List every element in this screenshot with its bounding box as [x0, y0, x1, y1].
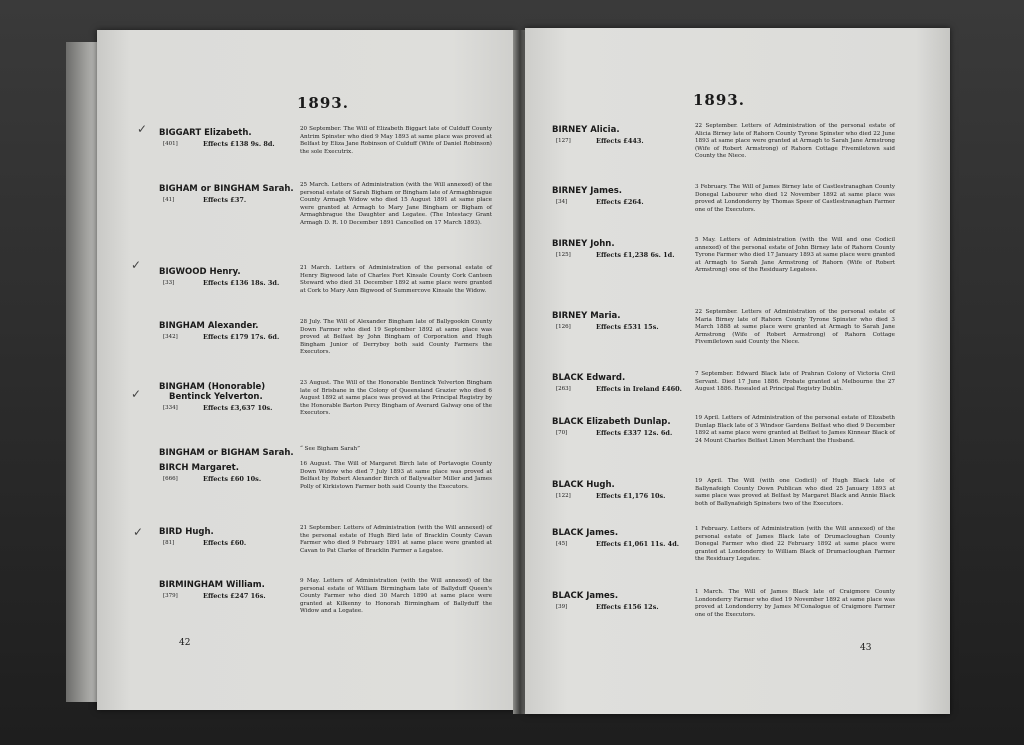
entry-text: 1 February. Letters of Administration (with the Will annexed) of the personal estate of James Black late of Drumacloughan County Donegal Farmer who died 22 February 1892 at same place were granted at Londonderry to William Black of Drumacloughan Farmer the Residuary Legatee. — [695, 526, 895, 562]
entry-ref-number: [39] — [556, 604, 568, 610]
entry-name: BLACK James. — [552, 528, 619, 538]
entry-name: BLACK Hugh. — [552, 480, 615, 490]
entry-text: 28 July. The Will of Alexander Bingham late of Ballygookin County Down Farmer who died 19 September 1892 at same place was proved at Belfast by John Bingham of Corporation and Hugh Bingham Junior of Derryboy both said County Farmers the Executors. — [300, 319, 492, 355]
entry-effects: Effects £60. — [203, 539, 247, 547]
entry-name: BLACK Elizabeth Dunlap. — [552, 417, 671, 427]
entry-text: 5 May. Letters of Administration (with the Will and one Codicil annexed) of the personal estate of John Birney late of Rahorn County Tyrone Farmer who died 17 January 1893 at same place were granted at Armagh to Sarah Jane Armstrong of Rahorn (Wife of Robert Armstrong) one of the Residuary Legatees. — [695, 237, 895, 273]
entry-text: 25 March. Letters of Administration (with the Will annexed) of the personal estate of Sarah Bigham or Bingham late of Armaghbrague County Armagh Widow who died 15 August 1891 at same place were granted at Armagh to Mary Jane Bingham or Bigham of Armaghbrague the Daughter and Legatee. (The Intestacy Grant Armagh D. R. 10 December 1891 Cancelled on 17 March 1893). — [300, 182, 492, 226]
entry-name: BINGHAM Alexander. — [159, 321, 259, 331]
entry-ref-number: [379] — [163, 593, 178, 599]
entry-effects: Effects £156 12s. — [596, 603, 659, 611]
entry-ref-number: [34] — [556, 199, 568, 205]
entry-name: BIRNEY James. — [552, 186, 623, 196]
entry-name: BIGHAM or BINGHAM Sarah. — [159, 184, 294, 194]
entry-name: BLACK Edward. — [552, 373, 626, 383]
entry-text: 3 February. The Will of James Birney late of Castlestranaghan County Donegal Labourer who died 12 November 1892 at same place was proved at Londonderry by Thomas Speer of Castlestranaghan Farmer one of the Executors. — [695, 184, 895, 213]
book-edge — [66, 42, 98, 702]
entry-ref-number: [401] — [163, 141, 178, 147]
entry-effects: Effects £337 12s. 6d. — [596, 429, 673, 437]
right-page — [525, 28, 950, 714]
entry-name: BIRCH Margaret. — [159, 463, 239, 473]
entry-text: 21 March. Letters of Administration of the personal estate of Henry Bigwood late of Charles Fort Kinsale County Cork Canteen Steward who died 31 December 1892 at same place were granted at Cork to Mary Ann Bigwood of Summercove Kinsale the Widow. — [300, 265, 492, 294]
left-year: 1893. — [297, 94, 349, 112]
entry-effects: Effects £3,637 10s. — [203, 404, 273, 412]
entry-effects: Effects £1,061 11s. 4d. — [596, 540, 680, 548]
entry-effects: Effects £1,238 6s. 1d. — [596, 251, 675, 259]
entry-text: 1 March. The Will of James Black late of Craigmore County Londonderry Farmer who died 19 November 1892 at same place was proved at Londonderry by James M'Conalogue of Craigmore Farmer one of the Executors. — [695, 589, 895, 618]
entry-text: 20 September. The Will of Elizabeth Biggart late of Culduff County Antrim Spinster who died 9 May 1893 at same place was proved at Belfast by Eliza Jane Robinson of Culduff (Wife of Daniel Robinson) the sole Executrix. — [300, 126, 492, 155]
entry-text: 19 April. The Will (with one Codicil) of Hugh Black late of Ballynafeigh County Down Publican who died 25 January 1893 at same place was proved at Belfast by Margaret Black and Annie Black both of Ballynafeigh Spinsters two of the Executors. — [695, 478, 895, 507]
entry-ref-number: [126] — [556, 324, 571, 330]
entry-effects: Effects £443. — [596, 137, 644, 145]
entry-ref-number: [666] — [163, 476, 178, 482]
entry-ref-number: [334] — [163, 405, 178, 411]
entry-text: 16 August. The Will of Margaret Birch late of Portavogie County Down Widow who died 7 July 1893 at same place was proved at Belfast by Robert Alexander Birch of Ballywalter Miller and James Polly of Kirkistown Farmer both said County the Executors. — [300, 461, 492, 490]
left-page — [97, 30, 515, 710]
entry-effects: Effects £1,176 10s. — [596, 492, 666, 500]
entry-name: BIRD Hugh. — [159, 527, 214, 537]
entry-ref-number: [41] — [163, 197, 175, 203]
entry-name: BIGWOOD Henry. — [159, 267, 241, 277]
entry-name: BIRNEY Maria. — [552, 311, 621, 321]
entry-effects: Effects £138 9s. 8d. — [203, 140, 275, 148]
entry-ref-number: [263] — [556, 386, 571, 392]
entry-ref-number: [33] — [163, 280, 175, 286]
right-page-number: 43 — [860, 643, 872, 653]
entry-name: BIGGART Elizabeth. — [159, 128, 252, 138]
entry-name: BLACK James. — [552, 591, 619, 601]
entry-name: BINGHAM (Honorable) — [159, 382, 266, 392]
entry-text: 7 September. Edward Black late of Prahran Colony of Victoria Civil Servant. Died 17 June 1886. Probate granted at Melbourne the 27 August 1886. Resealed at Principal Registry Dublin. — [695, 371, 895, 392]
entry-ref-number: [122] — [556, 493, 571, 499]
entry-ref-number: [70] — [556, 430, 568, 436]
entry-text: 21 September. Letters of Administration (with the Will annexed) of the personal estate of Hugh Bird late of Bracklin County Cavan Farmer who died 9 February 1891 at same place were granted at Cavan to Pat Clarke of Bracklin Farmer a Legatee. — [300, 525, 492, 554]
entry-effects: Effects in Ireland £460. — [596, 385, 682, 393]
entry-ref-number: [127] — [556, 138, 571, 144]
entry-effects: Effects £37. — [203, 196, 247, 204]
entry-ref-number: [125] — [556, 252, 571, 258]
entry-effects: Effects £247 16s. — [203, 592, 266, 600]
entry-name-continued: Bentinck Yelverton. — [169, 392, 263, 402]
entry-effects: Effects £136 18s. 3d. — [203, 279, 280, 287]
entry-ref-number: [81] — [163, 540, 175, 546]
entry-text: “ See Bigham Sarah” — [300, 446, 361, 452]
right-year: 1893. — [693, 91, 745, 109]
entry-name: BINGHAM or BIGHAM Sarah. — [159, 448, 294, 458]
entry-ref-number: [342] — [163, 334, 178, 340]
check-mark-icon: ✓ — [131, 258, 142, 272]
entry-text: 22 September. Letters of Administration of the personal estate of Alicia Birney late of Rahorn County Tyrone Spinster who died 22 June 1893 at same place were granted at Armagh to Sarah Jane Armstrong (Wife of Robert Armstrong) of Rahorn Cottage Fivemiletown said County the Niece. — [695, 123, 895, 159]
entry-effects: Effects £531 15s. — [596, 323, 659, 331]
entry-name: BIRMINGHAM William. — [159, 580, 265, 590]
entry-text: 22 September. Letters of Administration of the personal estate of Maria Birney late of Rahorn County Tyrone Spinster who died 3 March 1888 at same place were granted at Armagh to Sarah Jane Armstrong (Wife of Robert Armstrong) of Rahorn Cottage Fivemiletown said County the Niece. — [695, 309, 895, 345]
check-mark-icon: ✓ — [133, 525, 144, 539]
entry-effects: Effects £264. — [596, 198, 644, 206]
left-page-number: 42 — [179, 638, 191, 648]
entry-name: BIRNEY Alicia. — [552, 125, 620, 135]
entry-text: 9 May. Letters of Administration (with the Will annexed) of the personal estate of William Birmingham late of Ballyduff Queen's County Farmer who died 30 March 1890 at same place were granted at Kilkenny to Honorah Birmingham of Ballyduff the Widow and a Legatee. — [300, 578, 492, 614]
entry-text: 23 August. The Will of the Honorable Bentinck Yelverton Bingham late of Brisbane in the Colony of Queensland Grazier who died 6 August 1892 at same place was proved at the Principal Registry by the Honorable Barton Percy Bingham of Averard Galway one of the Executors. — [300, 380, 492, 416]
check-mark-icon: ✓ — [137, 122, 148, 136]
entry-name: BIRNEY John. — [552, 239, 615, 249]
entry-effects: Effects £60 10s. — [203, 475, 262, 483]
entry-ref-number: [45] — [556, 541, 568, 547]
entry-text: 19 April. Letters of Administration of the personal estate of Elizabeth Dunlap Black late of 3 Windsor Gardens Belfast who died 9 December 1892 at same place were granted at Belfast to James Kinnear Black of 24 Mount Charles Belfast Linen Merchant the Husband. — [695, 415, 895, 444]
entry-effects: Effects £179 17s. 6d. — [203, 333, 280, 341]
check-mark-icon: ✓ — [131, 387, 142, 401]
